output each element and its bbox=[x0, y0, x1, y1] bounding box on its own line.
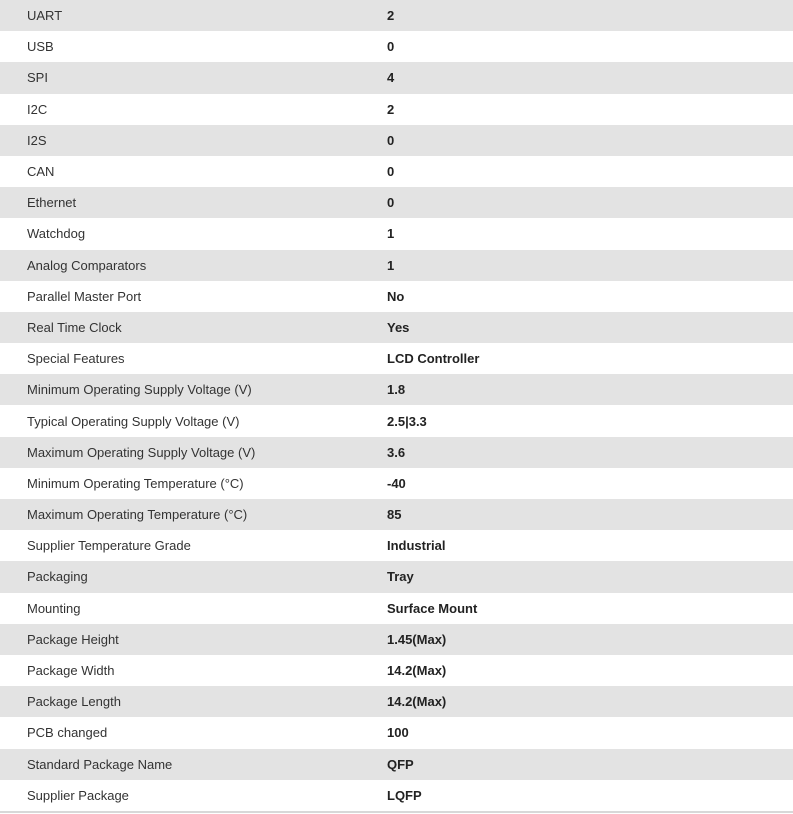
spec-value: 4 bbox=[387, 70, 395, 86]
table-row bbox=[0, 780, 793, 811]
spec-label: Package Height bbox=[27, 631, 119, 647]
table-row bbox=[0, 218, 793, 249]
spec-value: -40 bbox=[387, 475, 406, 491]
spec-label: UART bbox=[27, 8, 63, 24]
spec-value: 100 bbox=[387, 725, 409, 741]
spec-value: LQFP bbox=[387, 787, 422, 803]
spec-value: Yes bbox=[387, 319, 410, 335]
spec-label: Typical Operating Supply Voltage (V) bbox=[27, 413, 240, 429]
spec-value: 14.2(Max) bbox=[387, 663, 447, 679]
table-row bbox=[0, 156, 793, 187]
table-row bbox=[0, 312, 793, 343]
spec-value: LCD Controller bbox=[387, 351, 480, 367]
spec-label: Ethernet bbox=[27, 195, 77, 211]
spec-label: CAN bbox=[27, 164, 55, 180]
spec-label: PCB changed bbox=[27, 725, 108, 741]
table-row bbox=[0, 31, 793, 62]
table-row bbox=[0, 94, 793, 125]
spec-value: QFP bbox=[387, 756, 414, 772]
table-row bbox=[0, 374, 793, 405]
table-row bbox=[0, 187, 793, 218]
spec-value: 2 bbox=[387, 8, 395, 24]
table-row bbox=[0, 0, 793, 31]
table-row bbox=[0, 530, 793, 561]
spec-value: 2.5|3.3 bbox=[387, 413, 427, 429]
spec-value: Industrial bbox=[387, 538, 446, 554]
spec-label: Maximum Operating Temperature (°C) bbox=[27, 507, 248, 523]
table-row bbox=[0, 717, 793, 748]
spec-label: Minimum Operating Supply Voltage (V) bbox=[27, 382, 252, 398]
spec-label: I2C bbox=[27, 101, 48, 117]
table-row bbox=[0, 343, 793, 374]
spec-label: Real Time Clock bbox=[27, 319, 122, 335]
spec-value: 0 bbox=[387, 195, 395, 211]
spec-label: Maximum Operating Supply Voltage (V) bbox=[27, 444, 256, 460]
spec-value: 1 bbox=[387, 226, 395, 242]
spec-label: Analog Comparators bbox=[27, 257, 147, 273]
spec-label: Packaging bbox=[27, 569, 88, 585]
table-row bbox=[0, 250, 793, 281]
spec-label: Package Width bbox=[27, 663, 115, 679]
table-row bbox=[0, 125, 793, 156]
spec-value: 1.45(Max) bbox=[387, 631, 447, 647]
table-row bbox=[0, 499, 793, 530]
spec-value: 2 bbox=[387, 101, 395, 117]
spec-value: 0 bbox=[387, 132, 395, 148]
spec-value: 85 bbox=[387, 507, 402, 523]
spec-value: 0 bbox=[387, 164, 395, 180]
spec-value: 1.8 bbox=[387, 382, 406, 398]
table-bottom-divider bbox=[0, 811, 793, 813]
spec-label: Standard Package Name bbox=[27, 756, 173, 772]
table-row bbox=[0, 686, 793, 717]
spec-label: Package Length bbox=[27, 694, 121, 710]
spec-value: Surface Mount bbox=[387, 600, 478, 616]
table-row bbox=[0, 561, 793, 592]
spec-value: 1 bbox=[387, 257, 395, 273]
spec-label: I2S bbox=[27, 132, 47, 148]
spec-label: Minimum Operating Temperature (°C) bbox=[27, 475, 244, 491]
table-row bbox=[0, 593, 793, 624]
table-row bbox=[0, 405, 793, 436]
spec-label: USB bbox=[27, 39, 54, 55]
spec-value: 14.2(Max) bbox=[387, 694, 447, 710]
spec-value: No bbox=[387, 288, 405, 304]
table-row bbox=[0, 655, 793, 686]
table-row bbox=[0, 468, 793, 499]
spec-label: Watchdog bbox=[27, 226, 86, 242]
table-row bbox=[0, 624, 793, 655]
spec-label: Special Features bbox=[27, 351, 125, 367]
spec-value: Tray bbox=[387, 569, 414, 585]
spec-label: Supplier Temperature Grade bbox=[27, 538, 191, 554]
spec-label: SPI bbox=[27, 70, 48, 86]
spec-label: Mounting bbox=[27, 600, 81, 616]
spec-label: Supplier Package bbox=[27, 787, 129, 803]
table-row bbox=[0, 62, 793, 93]
table-row bbox=[0, 281, 793, 312]
table-row bbox=[0, 437, 793, 468]
spec-label: Parallel Master Port bbox=[27, 288, 142, 304]
spec-value: 0 bbox=[387, 39, 395, 55]
table-row bbox=[0, 749, 793, 780]
spec-value: 3.6 bbox=[387, 444, 406, 460]
